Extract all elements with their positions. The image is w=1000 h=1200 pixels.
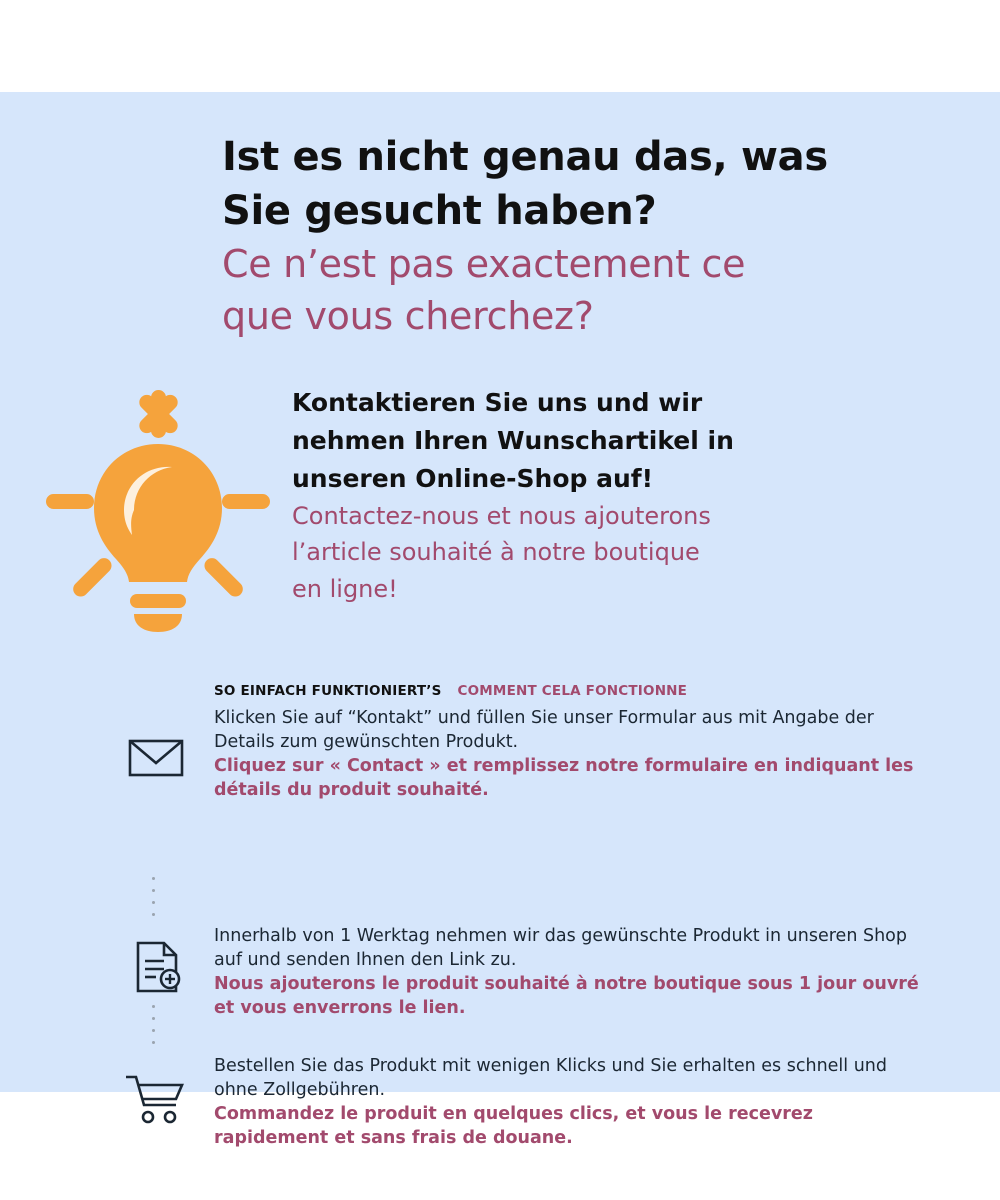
list-item xyxy=(214,925,932,1021)
step-fr-text: Nous ajouterons le produit souhaité à notre boutique sous 1 jour ouvré et vous enverrons le lien. xyxy=(214,973,919,1018)
subhead-fr-line2: l’article souhaité à notre boutique xyxy=(292,538,700,567)
headline-de-line1: Ist es nicht genau das, was xyxy=(222,134,828,180)
dotted-connector xyxy=(152,877,156,925)
step-de-text: Innerhalb von 1 Werktag nehmen wir das gewünschte Produkt in unseren Shop auf und senden Ihnen den Link zu. xyxy=(214,926,907,970)
headline-block xyxy=(222,130,942,343)
step-fr-text: Cliquez sur « Contact » et remplissez notre formulaire en indiquant les détails du produit souhaité. xyxy=(214,755,914,800)
subhead-de-line3: unseren Online-Shop auf! xyxy=(292,464,654,493)
subhead-de-line1: Kontaktieren Sie uns und wir xyxy=(292,388,703,417)
how-it-works-heading xyxy=(214,680,687,699)
list-item xyxy=(214,707,932,803)
dotted-connector xyxy=(152,1005,156,1053)
how-it-works-label-fr: COMMENT CELA FONCTIONNE xyxy=(457,683,688,699)
step-fr-text: Commandez le produit en quelques clics, et vous le recevrez rapidement et sans frais de douane. xyxy=(214,1103,813,1148)
promo-banner xyxy=(0,92,1000,1148)
subhead-fr-line1: Contactez-nous et nous ajouterons xyxy=(292,502,711,530)
headline-fr-line2: que vous cherchez? xyxy=(222,294,594,339)
subhead-fr-line3: en ligne! xyxy=(292,574,398,603)
step-de-text: Bestellen Sie das Produkt mit wenigen Klicks und Sie erhalten es schnell und ohne Zollgebühren. xyxy=(214,1056,888,1100)
how-it-works-label-de: SO EINFACH FUNKTIONIERT’S xyxy=(214,683,442,699)
list-item xyxy=(214,1055,932,1151)
subhead-block xyxy=(292,384,912,607)
headline-de-line2: Sie gesucht haben? xyxy=(222,188,657,234)
subhead-de-line2: nehmen Ihren Wunschartikel in xyxy=(292,426,734,455)
shopping-cart-icon xyxy=(124,1065,188,1129)
headline-fr-line1: Ce n’est pas exactement ce xyxy=(222,242,746,286)
lightbulb-icon xyxy=(38,382,278,632)
document-add-icon xyxy=(124,935,188,999)
step-de-text: Klicken Sie auf “Kontakt” und füllen Sie unser Formular aus mit Angabe der Details zum gewünschten Produkt. xyxy=(214,708,874,752)
envelope-icon xyxy=(124,725,188,789)
